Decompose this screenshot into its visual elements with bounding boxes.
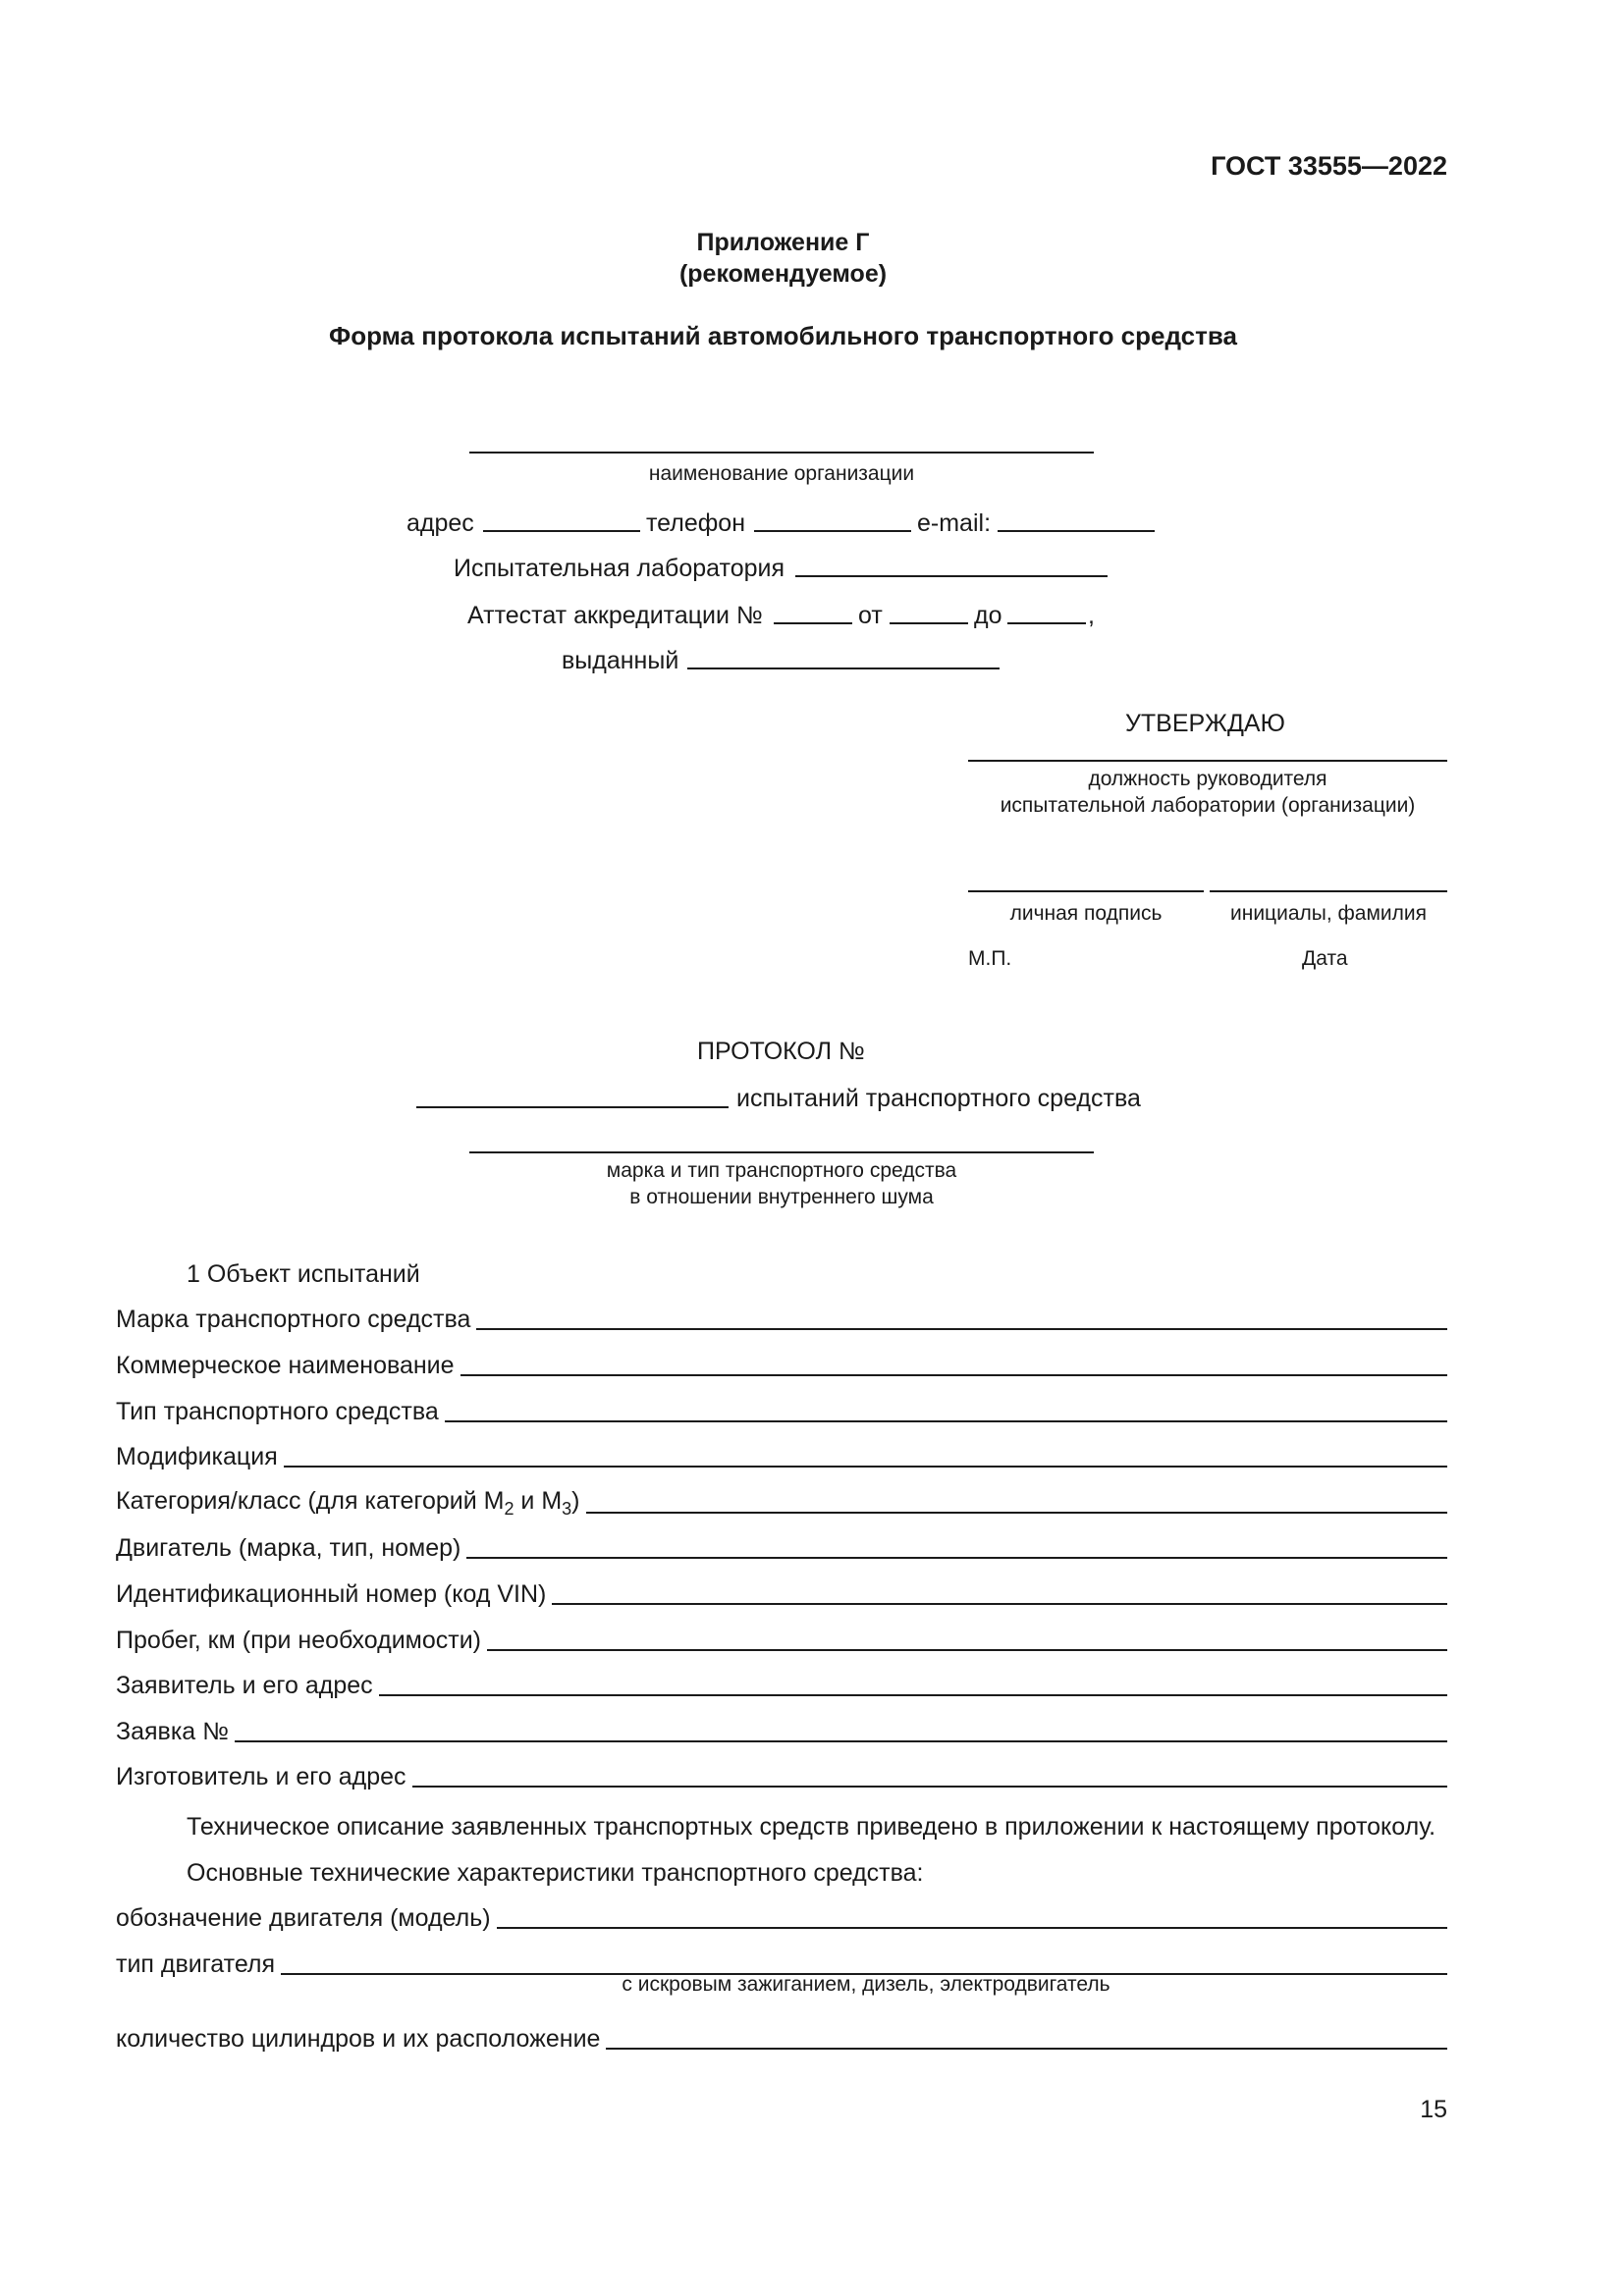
approve-position-caption-1: должность руководителя: [1088, 768, 1327, 790]
field-label: Тип транспортного средства: [116, 1398, 439, 1425]
approve-title: УТВЕРЖДАЮ: [1125, 710, 1285, 737]
field-label: Двигатель (марка, тип, номер): [116, 1534, 461, 1562]
address-field[interactable]: [483, 530, 640, 532]
cert-comma: ,: [1088, 602, 1095, 629]
field-commercial-name[interactable]: [116, 1347, 1447, 1380]
org-name-caption: наименование организации: [648, 462, 915, 485]
cert-to-field[interactable]: [1007, 622, 1086, 624]
signature-caption: личная подпись: [1009, 902, 1163, 925]
field-underline[interactable]: [606, 2048, 1447, 2050]
field-brand[interactable]: [116, 1301, 1447, 1334]
lab-label: Испытательная лаборатория: [454, 555, 785, 582]
field-label: Заявка №: [116, 1718, 229, 1745]
field-label: Категория/класс (для категорий $М_2$ и $М_3$): [116, 1487, 580, 1519]
field-engine[interactable]: [116, 1529, 1447, 1563]
field-label: Изготовитель и его адрес: [116, 1763, 406, 1790]
field-underline[interactable]: [476, 1328, 1447, 1330]
field-manufacturer[interactable]: [116, 1758, 1447, 1791]
field-underline[interactable]: [460, 1374, 1447, 1376]
field-mileage[interactable]: [116, 1622, 1447, 1655]
field-underline[interactable]: [552, 1603, 1447, 1605]
issued-label: выданный: [562, 647, 679, 674]
section-heading: 1 Объект испытаний: [187, 1260, 420, 1288]
field-label: Пробег, км (при необходимости): [116, 1627, 481, 1654]
field-category[interactable]: [116, 1484, 1447, 1518]
protocol-tests-label: испытаний транспортного средства: [736, 1085, 1141, 1112]
protocol-title: ПРОТОКОЛ №: [697, 1038, 865, 1065]
email-label: e-mail:: [917, 509, 992, 537]
field-label: Идентификационный номер (код VIN): [116, 1580, 547, 1608]
phone-field[interactable]: [754, 530, 911, 532]
field-label: Заявитель и его адрес: [116, 1672, 373, 1699]
field-label: тип двигателя: [116, 1950, 276, 1978]
lab-field[interactable]: [795, 575, 1108, 577]
date-label: Дата: [1302, 947, 1348, 970]
appendix-status: (рекомендуемое): [678, 260, 888, 288]
protocol-caption-2: в отношении внутреннего шума: [629, 1186, 934, 1208]
field-underline[interactable]: [379, 1694, 1447, 1696]
signature-line[interactable]: [968, 890, 1204, 892]
page-number: 15: [1420, 2096, 1447, 2123]
field-underline[interactable]: [487, 1649, 1447, 1651]
field-label: обозначение двигателя (модель): [116, 1904, 491, 1932]
field-vehicle-type[interactable]: [116, 1393, 1447, 1426]
field-underline[interactable]: [412, 1786, 1447, 1788]
cert-label: Аттестат аккредитации №: [467, 602, 763, 629]
phone-label: телефон: [646, 509, 746, 537]
protocol-number-line[interactable]: [416, 1106, 729, 1108]
cert-to-label: до: [974, 602, 1002, 629]
cert-from-label: от: [858, 602, 883, 629]
field-label: количество цилиндров и их расположение: [116, 2025, 601, 2053]
field-label: Модификация: [116, 1443, 278, 1470]
address-label: адрес: [406, 509, 474, 537]
name-line[interactable]: [1210, 890, 1447, 892]
engine-type-caption: с искровым зажиганием, дизель, электродвигатель: [622, 1973, 1110, 1996]
field-underline[interactable]: [466, 1557, 1447, 1559]
stamp-label: М.П.: [968, 947, 1012, 970]
field-vin[interactable]: [116, 1575, 1447, 1609]
field-underline[interactable]: [284, 1466, 1447, 1468]
main-characteristics-text: Основные технические характеристики транспортного средства:: [187, 1859, 924, 1887]
vehicle-brand-type-line[interactable]: [469, 1151, 1094, 1153]
field-application-number[interactable]: [116, 1713, 1447, 1746]
field-underline[interactable]: [586, 1512, 1448, 1514]
field-underline[interactable]: [497, 1927, 1447, 1929]
field-label: Марка транспортного средства: [116, 1306, 471, 1333]
field-underline[interactable]: [235, 1740, 1447, 1742]
protocol-caption-1: марка и тип транспортного средства: [606, 1159, 957, 1182]
approve-position-line[interactable]: [968, 760, 1447, 762]
standard-number: ГОСТ 33555—2022: [1211, 151, 1447, 181]
form-title: Форма протокола испытаний автомобильного транспортного средства: [329, 321, 1237, 350]
field-applicant[interactable]: [116, 1667, 1447, 1700]
name-caption: инициалы, фамилия: [1230, 902, 1427, 925]
field-cylinders[interactable]: [116, 2020, 1447, 2054]
cert-from-field[interactable]: [890, 622, 968, 624]
cert-number-field[interactable]: [774, 622, 852, 624]
field-underline[interactable]: [445, 1420, 1447, 1422]
email-field[interactable]: [998, 530, 1155, 532]
tech-description-text: Техническое описание заявленных транспортных средств приведено в приложении к настоящему протоколу.: [187, 1813, 1436, 1841]
issued-field[interactable]: [687, 667, 1000, 669]
org-name-line[interactable]: [469, 452, 1094, 454]
field-modification[interactable]: [116, 1438, 1447, 1471]
approve-position-caption-2: испытательной лаборатории (организации): [1000, 794, 1416, 817]
field-engine-designation[interactable]: [116, 1899, 1447, 1933]
appendix-title: Приложение Г: [696, 229, 870, 256]
field-label: Коммерческое наименование: [116, 1352, 455, 1379]
